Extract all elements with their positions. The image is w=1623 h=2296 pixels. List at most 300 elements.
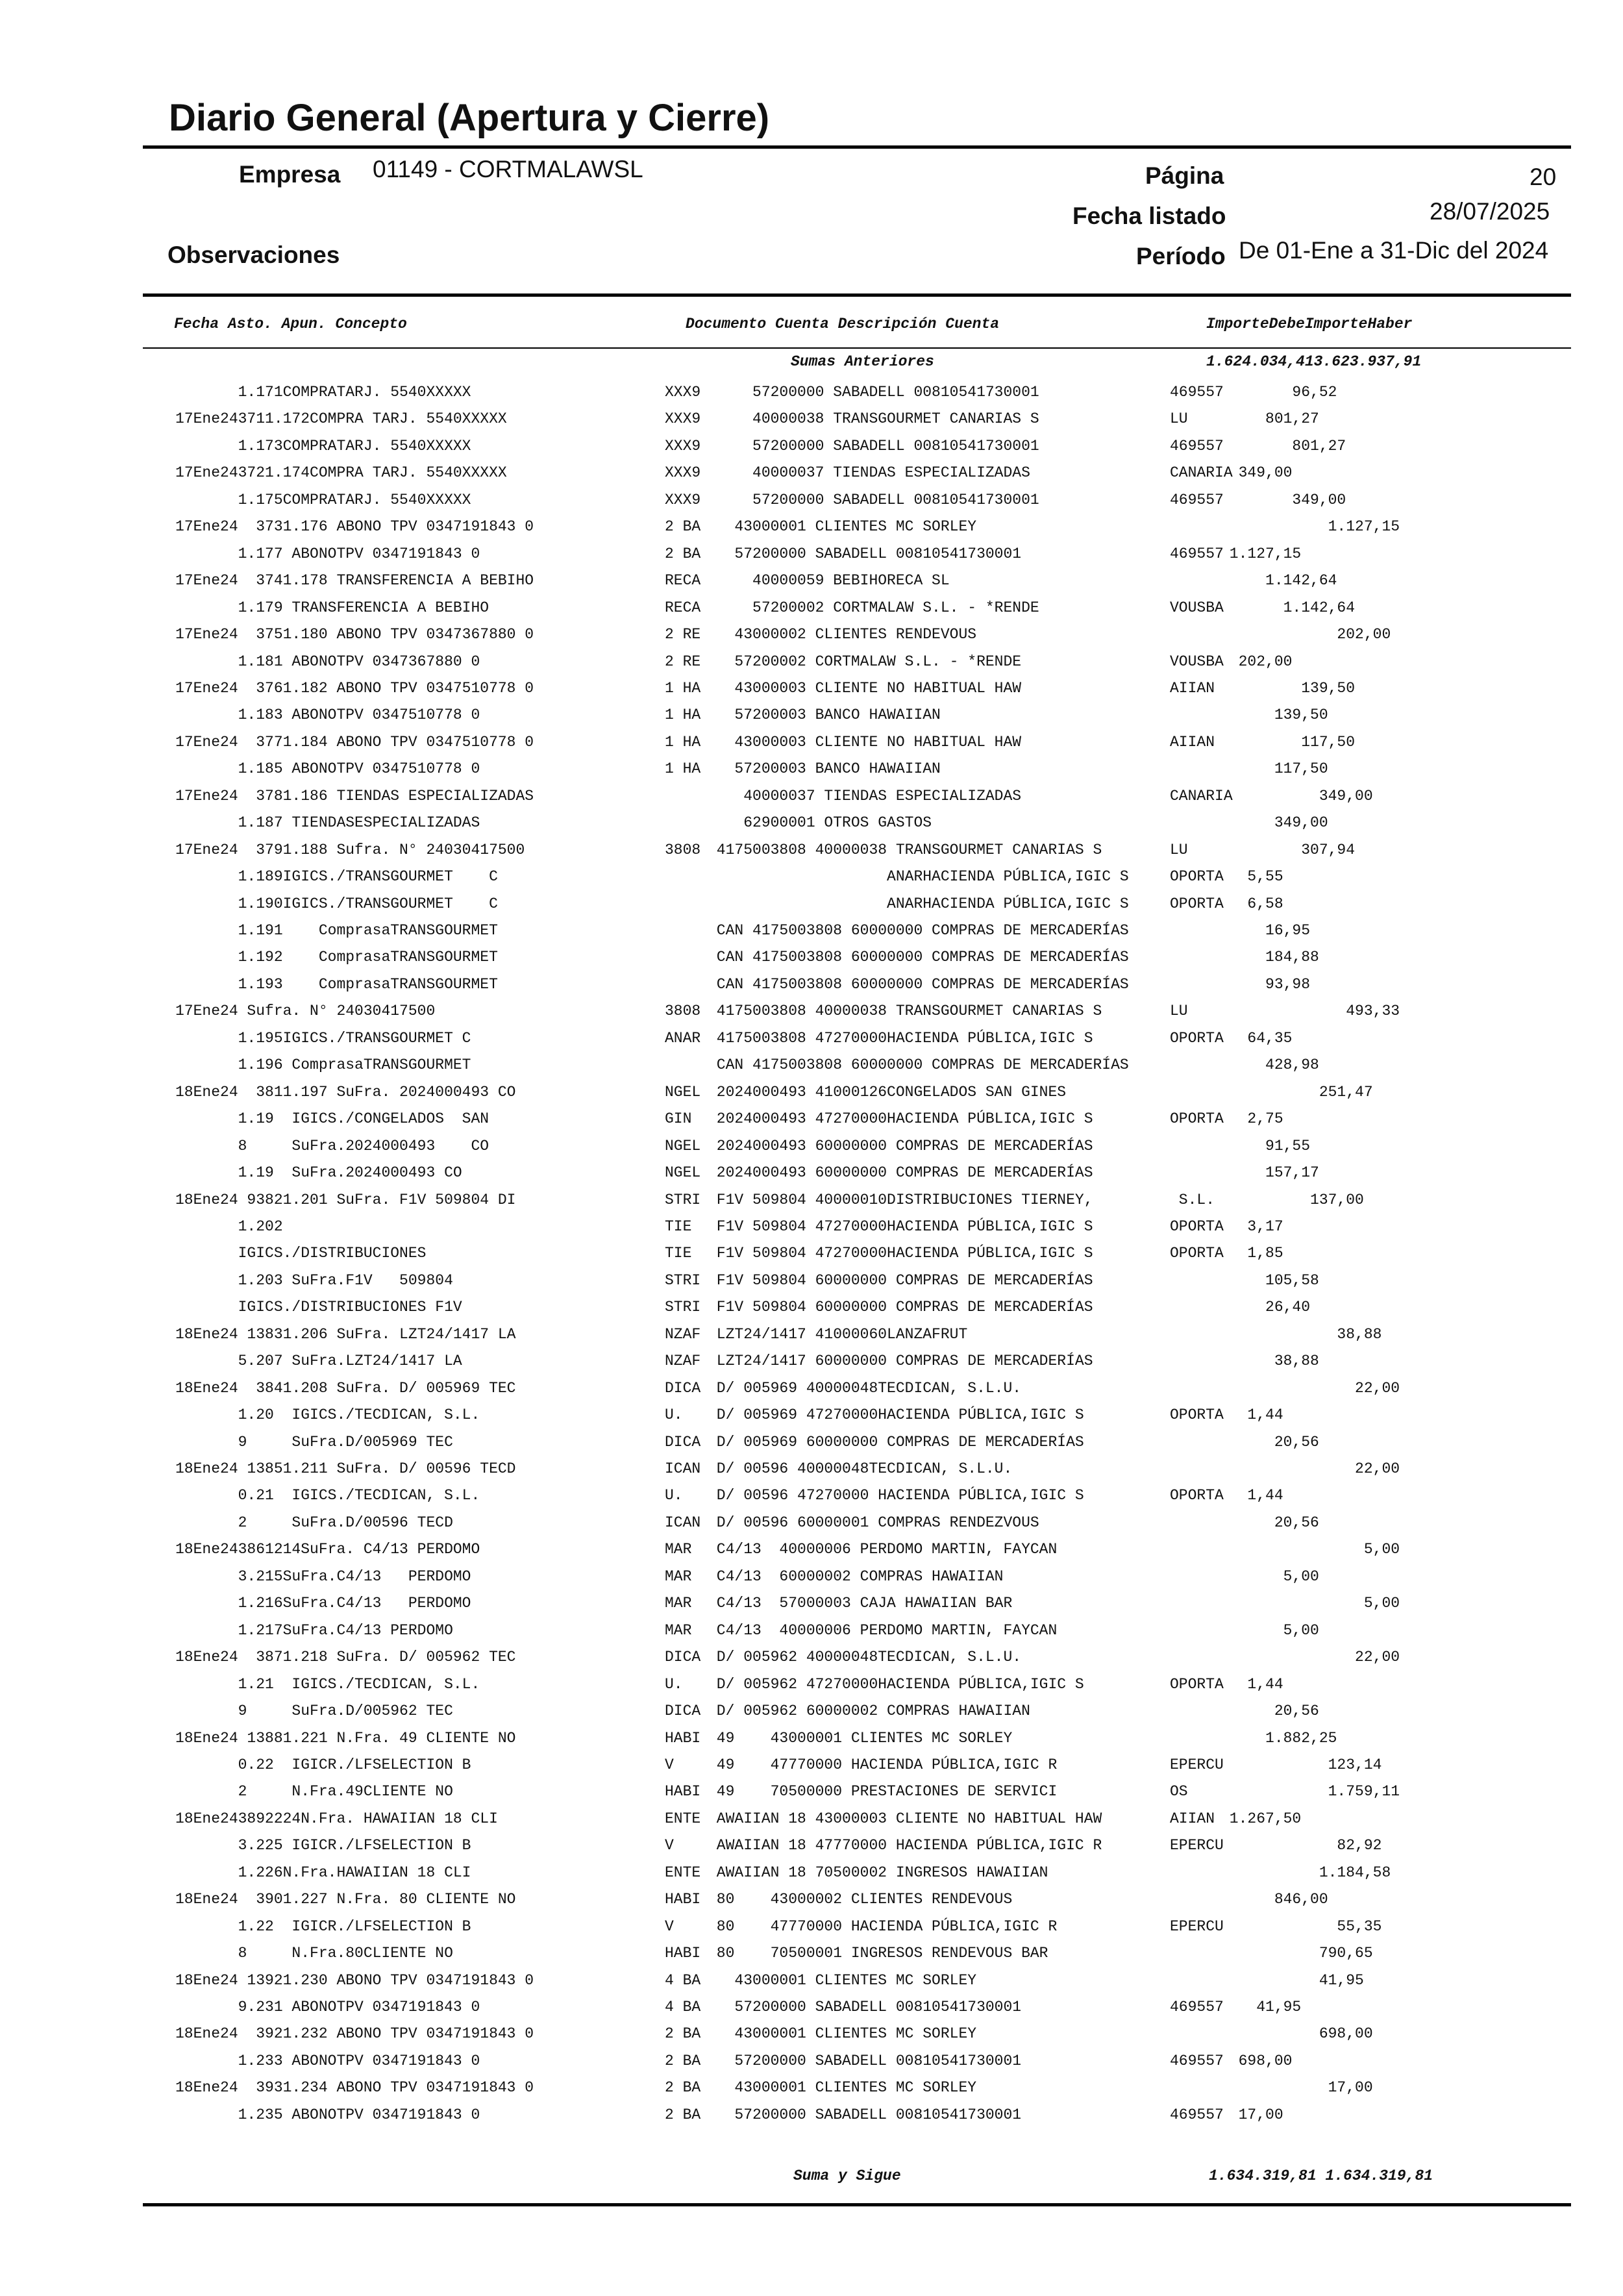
table-row: [0, 1675, 1623, 1701]
row-concepto: 1.233 ABONOTPV 0347191843 0: [175, 2052, 480, 2069]
table-row: [0, 383, 1623, 409]
row-cuenta-descripcion: 40000038 TRANSGOURMET CANARIAS S: [708, 410, 1039, 428]
row-concepto: 18Ene243861214SuFra. C4/13 PERDOMO: [175, 1541, 480, 1558]
row-documento: XXX9: [665, 491, 701, 508]
row-cuenta-descripcion: 43000003 CLIENTE NO HABITUAL HAW: [708, 733, 1022, 751]
row-documento: 1 HA: [665, 733, 701, 751]
row-concepto: 18Ene24 3841.208 SuFra. D/ 005969 TEC: [175, 1379, 516, 1397]
table-row: [0, 1271, 1623, 1297]
table-row: [0, 410, 1623, 436]
table-row: [0, 1567, 1623, 1593]
row-cuenta-descripcion: D/ 005962 60000002 COMPRAS HAWAIIAN: [708, 1703, 1030, 1720]
row-cuenta-descripcion: 4175003808 40000038 TRANSGOURMET CANARIAS S: [708, 841, 1102, 858]
row-nif: AIIAN: [1170, 679, 1215, 697]
row-documento: NZAF: [665, 1353, 701, 1370]
footer-rule: [143, 2203, 1571, 2206]
row-importe: 790,65: [1220, 1945, 1373, 1962]
row-documento: V: [665, 1917, 674, 1935]
table-row: [0, 1191, 1623, 1217]
row-importe: 493,33: [1220, 1003, 1400, 1020]
row-importe: 5,00: [1220, 1541, 1400, 1558]
table-row: [0, 1836, 1623, 1862]
row-documento: U.: [665, 1675, 683, 1693]
row-concepto: 17Ene243711.172COMPRA TARJ. 5540XXXXX: [175, 410, 507, 428]
table-row: [0, 1298, 1623, 1324]
row-importe: 1.882,25: [1220, 1729, 1337, 1747]
row-documento: 3808: [665, 1003, 701, 1020]
row-importe: 123,14: [1220, 1756, 1382, 1773]
row-importe: 137,00: [1220, 1191, 1364, 1208]
row-cuenta-descripcion: C4/13 40000006 PERDOMO MARTIN, FAYCAN: [708, 1541, 1058, 1558]
column-rule: [143, 347, 1571, 349]
row-nif: AIIAN: [1170, 733, 1215, 751]
row-importe: 17,00: [1220, 2079, 1373, 2097]
row-importe: 846,00: [1220, 1891, 1328, 1908]
row-cuenta-descripcion: AWAIIAN 18 47770000 HACIENDA PÚBLICA,IGIC R: [708, 1837, 1102, 1854]
row-documento: 4 BA: [665, 1999, 701, 2015]
row-nif: CANARIA: [1170, 787, 1233, 805]
row-documento: HABI: [665, 1945, 701, 1962]
row-concepto: 9 SuFra.D/005969 TEC: [175, 1433, 453, 1451]
row-concepto: 3.215SuFra.C4/13 PERDOMO: [175, 1567, 471, 1585]
row-concepto: 1.177 ABONOTPV 0347191843 0: [175, 545, 480, 562]
row-importe: 698,00: [1220, 2025, 1373, 2043]
row-concepto: 18Ene24 3811.197 SuFra. 2024000493 CO: [175, 1083, 516, 1101]
table-row: [0, 1110, 1623, 1136]
row-documento: STRI: [665, 1191, 701, 1208]
row-importe: 16,95: [1220, 922, 1311, 939]
row-documento: TIE: [665, 1217, 692, 1235]
row-cuenta-descripcion: CAN 4175003808 60000000 COMPRAS DE MERCADERÍAS: [708, 975, 1129, 993]
empresa-label: Empresa: [239, 161, 341, 188]
row-concepto: 17Ene24 3731.176 ABONO TPV 0347191843 0: [175, 518, 534, 536]
row-concepto: 2 SuFra.D/00596 TECD: [175, 1514, 453, 1531]
row-concepto: 18Ene24 3901.227 N.Fra. 80 CLIENTE NO: [175, 1891, 516, 1908]
row-documento: RECA: [665, 599, 701, 616]
row-importe: 349,00: [1220, 464, 1293, 482]
row-concepto: 1.190IGICS./TRANSGOURMET C: [175, 895, 498, 912]
row-documento: 2 BA: [665, 2025, 701, 2043]
table-row: [0, 867, 1623, 893]
row-documento: NGEL: [665, 1083, 701, 1101]
row-cuenta-descripcion: 49 43000001 CLIENTES MC SORLEY: [708, 1729, 1013, 1747]
row-documento: 4 BA: [665, 1971, 701, 1989]
empresa-value: 01149 - CORTMALAWSL: [373, 156, 643, 182]
row-importe: 55,35: [1220, 1917, 1382, 1935]
row-nif: OPORTA: [1170, 1406, 1224, 1424]
row-documento: ANAR: [665, 1029, 701, 1047]
row-concepto: 8 SuFra.2024000493 CO: [175, 1137, 489, 1154]
row-concepto: 17Ene24 3791.188 Sufra. N° 24030417500: [175, 841, 525, 858]
row-documento: 1 HA: [665, 679, 701, 697]
row-concepto: 18Ene24 3921.232 ABONO TPV 0347191843 0: [175, 2025, 534, 2043]
table-row: [0, 1406, 1623, 1432]
row-documento: 2 BA: [665, 518, 701, 536]
row-documento: V: [665, 1837, 674, 1854]
table-row: [0, 653, 1623, 679]
row-importe: 1,85: [1220, 1245, 1283, 1262]
row-documento: DICA: [665, 1433, 701, 1451]
row-cuenta-descripcion: 40000059 BEBIHORECA SL: [708, 572, 950, 590]
row-nif: S.L.: [1170, 1191, 1215, 1208]
row-concepto: IGICS./DISTRIBUCIONES: [175, 1245, 427, 1262]
row-importe: 1.127,15: [1220, 545, 1302, 562]
row-importe: 139,50: [1220, 679, 1356, 697]
table-row: [0, 733, 1623, 759]
table-row: [0, 948, 1623, 974]
row-cuenta-descripcion: 49 47770000 HACIENDA PÚBLICA,IGIC R: [708, 1756, 1058, 1773]
row-concepto: 1.179 TRANSFERENCIA A BEBIHO: [175, 599, 489, 616]
table-row: [0, 1002, 1623, 1028]
table-row: [0, 1137, 1623, 1163]
row-importe: 64,35: [1220, 1029, 1293, 1047]
row-nif: LU: [1170, 1003, 1188, 1020]
row-concepto: 0.21 IGICS./TECDICAN, S.L.: [175, 1487, 480, 1504]
row-concepto: 9.231 ABONOTPV 0347191843 0: [175, 1999, 480, 2015]
row-documento: XXX9: [665, 410, 701, 428]
row-documento: NZAF: [665, 1325, 701, 1343]
row-cuenta-descripcion: D/ 00596 40000048TECDICAN, S.L.U.: [708, 1460, 1013, 1477]
row-documento: XXX9: [665, 437, 701, 455]
row-concepto: 1.216SuFra.C4/13 PERDOMO: [175, 1595, 471, 1612]
row-importe: 20,56: [1220, 1703, 1319, 1720]
row-nif: OPORTA: [1170, 1675, 1224, 1693]
row-cuenta-descripcion: F1V 509804 47270000HACIENDA PÚBLICA,IGIC S: [708, 1217, 1093, 1235]
row-concepto: 1.183 ABONOTPV 0347510778 0: [175, 706, 480, 724]
row-concepto: 1.22 IGICR./LFSELECTION B: [175, 1917, 471, 1935]
row-documento: HABI: [665, 1891, 701, 1908]
row-importe: 38,88: [1220, 1353, 1319, 1370]
row-documento: 2 RE: [665, 653, 701, 670]
row-importe: 1.184,58: [1220, 1864, 1391, 1881]
pagina-value: 20: [1530, 164, 1557, 190]
row-importe: 1.142,64: [1220, 572, 1337, 590]
row-nif: OPORTA: [1170, 1029, 1224, 1047]
row-cuenta-descripcion: 4175003808 47270000HACIENDA PÚBLICA,IGIC S: [708, 1029, 1093, 1047]
row-nif: OPORTA: [1170, 1110, 1224, 1128]
table-row: [0, 1217, 1623, 1243]
row-nif: VOUSBA: [1170, 653, 1224, 670]
row-documento: 2 BA: [665, 545, 701, 562]
row-cuenta-descripcion: 57200000 SABADELL 00810541730001: [708, 437, 1039, 455]
row-importe: 41,95: [1220, 1999, 1302, 2015]
row-concepto: 1.175COMPRATARJ. 5540XXXXX: [175, 491, 471, 508]
row-concepto: 1.173COMPRATARJ. 5540XXXXX: [175, 437, 471, 455]
row-importe: 801,27: [1220, 437, 1346, 455]
row-nif: LU: [1170, 841, 1188, 858]
row-importe: 428,98: [1220, 1056, 1319, 1074]
row-cuenta-descripcion: 43000003 CLIENTE NO HABITUAL HAW: [708, 679, 1022, 697]
row-importe: 3,17: [1220, 1217, 1283, 1235]
row-documento: RECA: [665, 572, 701, 590]
row-importe: 20,56: [1220, 1514, 1319, 1531]
row-cuenta-descripcion: 43000001 CLIENTES MC SORLEY: [708, 2025, 977, 2043]
row-cuenta-descripcion: C4/13 40000006 PERDOMO MARTIN, FAYCAN: [708, 1621, 1058, 1639]
row-concepto: 17Ene24 3751.180 ABONO TPV 0347367880 0: [175, 626, 534, 643]
row-concepto: 1.21 IGICS./TECDICAN, S.L.: [175, 1675, 480, 1693]
row-importe: 41,95: [1220, 1971, 1364, 1989]
row-documento: HABI: [665, 1729, 701, 1747]
row-concepto: 1.181 ABONOTPV 0347367880 0: [175, 653, 480, 670]
row-cuenta-descripcion: 57200002 CORTMALAW S.L. - *RENDE: [708, 653, 1022, 670]
row-cuenta-descripcion: AWAIIAN 18 70500002 INGRESOS HAWAIIAN: [708, 1864, 1048, 1881]
row-concepto: 1.189IGICS./TRANSGOURMET C: [175, 868, 498, 886]
row-nif: 469557: [1170, 384, 1224, 401]
row-concepto: 1.195IGICS./TRANSGOURMET C: [175, 1029, 471, 1047]
row-concepto: 9 SuFra.D/005962 TEC: [175, 1703, 453, 1720]
table-row: [0, 625, 1623, 651]
row-concepto: 17Ene24 3741.178 TRANSFERENCIA A BEBIHO: [175, 572, 534, 590]
row-cuenta-descripcion: 40000037 TIENDAS ESPECIALIZADAS: [708, 464, 1030, 482]
row-importe: 26,40: [1220, 1299, 1311, 1316]
row-concepto: 18Ene24 93821.201 SuFra. F1V 509804 DI: [175, 1191, 516, 1208]
header-rule: [143, 293, 1571, 297]
row-concepto: 1.217SuFra.C4/13 PERDOMO: [175, 1621, 453, 1639]
row-concepto: 1.202: [175, 1217, 283, 1235]
row-cuenta-descripcion: AWAIIAN 18 43000003 CLIENTE NO HABITUAL HAW: [708, 1810, 1102, 1827]
row-documento: XXX9: [665, 384, 701, 401]
row-importe: 38,88: [1220, 1325, 1382, 1343]
row-cuenta-descripcion: 43000001 CLIENTES MC SORLEY: [708, 1971, 977, 1989]
row-cuenta-descripcion: 57200000 SABADELL 00810541730001: [708, 545, 1022, 562]
row-cuenta-descripcion: F1V 509804 47270000HACIENDA PÚBLICA,IGIC S: [708, 1245, 1093, 1262]
row-cuenta-descripcion: F1V 509804 60000000 COMPRAS DE MERCADERÍAS: [708, 1271, 1093, 1289]
row-documento: GIN: [665, 1110, 692, 1128]
row-documento: ENTE: [665, 1810, 701, 1827]
row-importe: 139,50: [1220, 706, 1328, 724]
row-nif: VOUSBA: [1170, 599, 1224, 616]
row-importe: 307,94: [1220, 841, 1356, 858]
row-importe: 801,27: [1220, 410, 1319, 428]
periodo-label: Período: [1136, 243, 1226, 269]
table-row: [0, 1810, 1623, 1836]
table-row: [0, 1864, 1623, 1890]
row-nif: 469557: [1170, 437, 1224, 455]
row-nif: AIIAN: [1170, 1810, 1215, 1827]
row-importe: 157,17: [1220, 1164, 1319, 1182]
table-row: [0, 1514, 1623, 1540]
table-row: [0, 2052, 1623, 2078]
row-concepto: 5.207 SuFra.LZT24/1417 LA: [175, 1353, 462, 1370]
row-concepto: 1.235 ABONOTPV 0347191843 0: [175, 2106, 480, 2123]
row-cuenta-descripcion: 2024000493 41000126CONGELADOS SAN GINES: [708, 1083, 1067, 1101]
row-cuenta-descripcion: LZT24/1417 60000000 COMPRAS DE MERCADERÍAS: [708, 1353, 1093, 1370]
row-cuenta-descripcion: 57200003 BANCO HAWAIIAN: [708, 706, 941, 724]
pagina-label: Página: [1145, 162, 1224, 189]
row-cuenta-descripcion: 80 43000002 CLIENTES RENDEVOUS: [708, 1891, 1013, 1908]
row-cuenta-descripcion: 57200000 SABADELL 00810541730001: [708, 1999, 1022, 2015]
row-importe: 1,44: [1220, 1675, 1283, 1693]
row-importe: 105,58: [1220, 1271, 1319, 1289]
row-importe: 2,75: [1220, 1110, 1283, 1128]
row-concepto: 2 N.Fra.49CLIENTE NO: [175, 1783, 453, 1801]
table-row: [0, 545, 1623, 571]
row-concepto: 1.192 ComprasaTRANSGOURMET: [175, 949, 498, 966]
row-importe: 5,00: [1220, 1621, 1319, 1639]
sumas-anteriores-value: 1.624.034,413.623.937,91: [1206, 353, 1422, 370]
table-row: [0, 1460, 1623, 1486]
row-importe: 202,00: [1220, 653, 1293, 670]
row-concepto: 1.226N.Fra.HAWAIIAN 18 CLI: [175, 1864, 471, 1881]
row-cuenta-descripcion: 80 47770000 HACIENDA PÚBLICA,IGIC R: [708, 1917, 1058, 1935]
row-documento: U.: [665, 1487, 683, 1504]
row-documento: 2 BA: [665, 2052, 701, 2069]
table-row: [0, 1648, 1623, 1674]
row-nif: OPORTA: [1170, 1217, 1224, 1235]
table-row: [0, 1594, 1623, 1620]
row-importe: 349,00: [1220, 491, 1346, 508]
row-cuenta-descripcion: C4/13 57000003 CAJA HAWAIIAN BAR: [708, 1595, 1013, 1612]
row-concepto: 17Ene243721.174COMPRA TARJ. 5540XXXXX: [175, 464, 507, 482]
col-head-left: Fecha Asto. Apun. Concepto: [174, 316, 407, 332]
row-documento: DICA: [665, 1703, 701, 1720]
table-row: [0, 1486, 1623, 1512]
row-importe: 82,92: [1220, 1837, 1382, 1854]
row-importe: 1.267,50: [1220, 1810, 1302, 1827]
table-row: [0, 1782, 1623, 1808]
table-row: [0, 1540, 1623, 1566]
row-concepto: 18Ene24 3871.218 SuFra. D/ 005962 TEC: [175, 1649, 516, 1666]
row-concepto: 17Ene24 Sufra. N° 24030417500: [175, 1003, 436, 1020]
row-cuenta-descripcion: 57200000 SABADELL 00810541730001: [708, 2106, 1022, 2123]
table-row: [0, 1756, 1623, 1782]
row-cuenta-descripcion: 43000001 CLIENTES MC SORLEY: [708, 2079, 977, 2097]
row-importe: 184,88: [1220, 949, 1319, 966]
row-cuenta-descripcion: D/ 005969 47270000HACIENDA PÚBLICA,IGIC S: [708, 1406, 1084, 1424]
col-head-right: ImporteDebeImporteHaber: [1206, 316, 1413, 332]
row-importe: 1,44: [1220, 1406, 1283, 1424]
row-importe: 93,98: [1220, 975, 1311, 993]
table-row: [0, 706, 1623, 732]
row-cuenta-descripcion: CAN 4175003808 60000000 COMPRAS DE MERCADERÍAS: [708, 949, 1129, 966]
row-importe: 5,00: [1220, 1567, 1319, 1585]
row-concepto: 3.225 IGICR./LFSELECTION B: [175, 1837, 471, 1854]
table-row: [0, 679, 1623, 705]
row-concepto: 18Ene24 13851.211 SuFra. D/ 00596 TECD: [175, 1460, 516, 1477]
row-concepto: 18Ene24 13881.221 N.Fra. 49 CLIENTE NO: [175, 1729, 516, 1747]
table-row: [0, 921, 1623, 947]
row-concepto: 1.185 ABONOTPV 0347510778 0: [175, 760, 480, 778]
row-cuenta-descripcion: 62900001 OTROS GASTOS: [708, 814, 932, 832]
row-cuenta-descripcion: D/ 005969 40000048TECDICAN, S.L.U.: [708, 1379, 1022, 1397]
table-row: [0, 1083, 1623, 1109]
row-importe: 698,00: [1220, 2052, 1293, 2069]
row-concepto: 18Ene24 3931.234 ABONO TPV 0347191843 0: [175, 2079, 534, 2097]
row-nif: 469557: [1170, 545, 1224, 562]
row-importe: 117,50: [1220, 760, 1328, 778]
row-documento: STRI: [665, 1271, 701, 1289]
row-concepto: 1.187 TIENDASESPECIALIZADAS: [175, 814, 480, 832]
row-importe: 20,56: [1220, 1433, 1319, 1451]
row-nif: EPERCU: [1170, 1756, 1224, 1773]
table-row: [0, 599, 1623, 625]
report-title: Diario General (Apertura y Cierre): [169, 97, 770, 139]
row-concepto: IGICS./DISTRIBUCIONES F1V: [175, 1299, 462, 1316]
row-concepto: 1.171COMPRATARJ. 5540XXXXX: [175, 384, 471, 401]
row-documento: DICA: [665, 1649, 701, 1666]
row-nif: LU: [1170, 410, 1188, 428]
row-cuenta-descripcion: 57200000 SABADELL 00810541730001: [708, 491, 1039, 508]
row-importe: 22,00: [1220, 1649, 1400, 1666]
row-concepto: 1.193 ComprasaTRANSGOURMET: [175, 975, 498, 993]
row-concepto: 1.191 ComprasaTRANSGOURMET: [175, 922, 498, 939]
row-documento: NGEL: [665, 1164, 701, 1182]
row-importe: 117,50: [1220, 733, 1356, 751]
row-documento: MAR: [665, 1621, 692, 1639]
row-cuenta-descripcion: F1V 509804 40000010DISTRIBUCIONES TIERNEY,: [708, 1191, 1093, 1208]
row-cuenta-descripcion: D/ 00596 60000001 COMPRAS RENDEZVOUS: [708, 1514, 1039, 1531]
row-cuenta-descripcion: 49 70500000 PRESTACIONES DE SERVICI: [708, 1783, 1058, 1801]
row-concepto: 17Ene24 3771.184 ABONO TPV 0347510778 0: [175, 733, 534, 751]
row-importe: 349,00: [1220, 814, 1328, 832]
row-concepto: 1.19 SuFra.2024000493 CO: [175, 1164, 462, 1182]
table-row: [0, 464, 1623, 490]
row-cuenta-descripcion: CAN 4175003808 60000000 COMPRAS DE MERCADERÍAS: [708, 922, 1129, 939]
row-importe: 96,52: [1220, 384, 1337, 401]
row-cuenta-descripcion: 57200003 BANCO HAWAIIAN: [708, 760, 941, 778]
table-row: [0, 975, 1623, 1001]
row-documento: HABI: [665, 1783, 701, 1801]
table-row: [0, 1702, 1623, 1728]
table-row: [0, 1164, 1623, 1190]
table-row: [0, 1944, 1623, 1970]
table-row: [0, 760, 1623, 786]
row-concepto: 1.20 IGICS./TECDICAN, S.L.: [175, 1406, 480, 1424]
table-row: [0, 1971, 1623, 1997]
row-importe: 91,55: [1220, 1137, 1311, 1154]
row-importe: 5,00: [1220, 1595, 1400, 1612]
fecha-listado-value: 28/07/2025: [1430, 198, 1550, 225]
suma-y-sigue-label: Suma y Sigue: [793, 2167, 901, 2184]
row-nif: 469557: [1170, 2052, 1224, 2069]
row-nif: OPORTA: [1170, 1487, 1224, 1504]
row-documento: MAR: [665, 1595, 692, 1612]
title-rule: [143, 145, 1571, 149]
row-concepto: 18Ene24 13921.230 ABONO TPV 0347191843 0: [175, 1971, 534, 1989]
table-row: [0, 491, 1623, 517]
row-documento: 1 HA: [665, 706, 701, 724]
row-nif: OPORTA: [1170, 868, 1224, 886]
row-documento: 3808: [665, 841, 701, 858]
row-importe: 1,44: [1220, 1487, 1283, 1504]
row-cuenta-descripcion: D/ 005969 60000000 COMPRAS DE MERCADERÍAS: [708, 1433, 1084, 1451]
row-cuenta-descripcion: 2024000493 60000000 COMPRAS DE MERCADERÍAS: [708, 1137, 1093, 1154]
row-cuenta-descripcion: 2024000493 60000000 COMPRAS DE MERCADERÍAS: [708, 1164, 1093, 1182]
row-importe: 1.127,15: [1220, 518, 1400, 536]
row-cuenta-descripcion: 57200000 SABADELL 00810541730001: [708, 2052, 1022, 2069]
row-concepto: 8 N.Fra.80CLIENTE NO: [175, 1945, 453, 1962]
row-documento: ENTE: [665, 1864, 701, 1881]
row-cuenta-descripcion: 43000002 CLIENTES RENDEVOUS: [708, 626, 977, 643]
table-row: [0, 841, 1623, 867]
table-row: [0, 787, 1623, 813]
table-row: [0, 1621, 1623, 1647]
table-row: [0, 1244, 1623, 1270]
row-documento: 2 BA: [665, 2106, 701, 2123]
table-row: [0, 1379, 1623, 1405]
row-importe: 22,00: [1220, 1379, 1400, 1397]
row-cuenta-descripcion: D/ 00596 47270000 HACIENDA PÚBLICA,IGIC S: [708, 1487, 1084, 1504]
row-documento: V: [665, 1756, 674, 1773]
row-cuenta-descripcion: 43000001 CLIENTES MC SORLEY: [708, 518, 977, 536]
table-row: [0, 437, 1623, 463]
row-cuenta-descripcion: 57200002 CORTMALAW S.L. - *RENDE: [708, 599, 1039, 616]
table-row: [0, 2025, 1623, 2051]
row-documento: 2 RE: [665, 626, 701, 643]
row-nif: EPERCU: [1170, 1837, 1224, 1854]
periodo-value: De 01-Ene a 31-Dic del 2024: [1239, 237, 1549, 264]
row-importe: 6,58: [1220, 895, 1283, 912]
